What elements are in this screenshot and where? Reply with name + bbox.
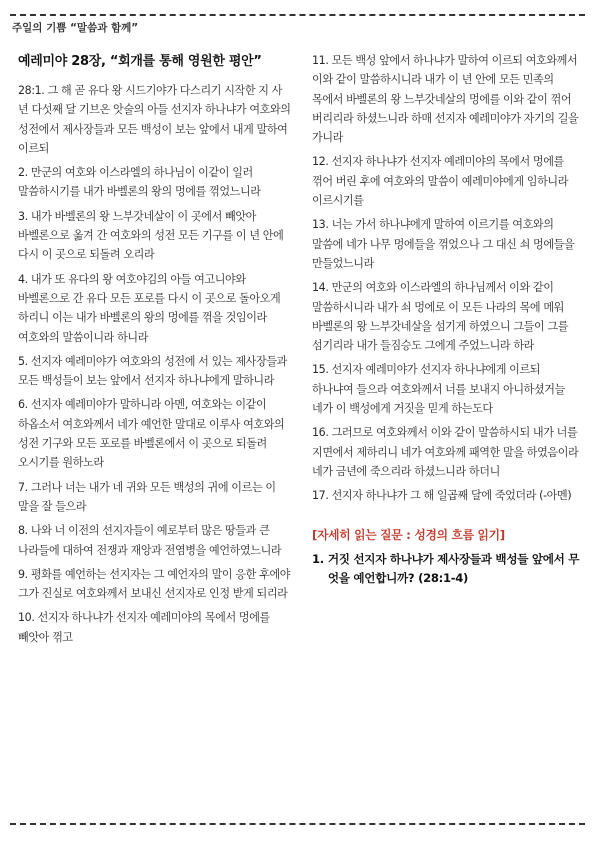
verse-17: 17. 선지자 하나냐가 그 해 일곱째 달에 죽었더라 (-아멘) (312, 489, 572, 503)
verse-12: 12. 선지자 하나냐가 선지자 예레미야의 목에서 멍에를 꺾어 버린 후에 여호와의 말씀이 예레미야에게 임하니라 이르시기를 (312, 155, 569, 208)
verse-15: 15. 선지자 예레미야가 선지자 하나냐에게 이르되 하나냐여 들으라 여호와께서 너를 보내지 아니하셨거늘 네가 이 백성에게 거짓을 믿게 하는도다 (312, 363, 565, 416)
top-dashed-rule (10, 14, 585, 16)
verse-5: 5. 선지자 예레미야가 여호와의 성전에 서 있는 제사장들과 모든 백성들이 보는 앞에서 선지자 하나냐에게 말하니라 (18, 354, 287, 388)
study-question (312, 550, 580, 588)
study-section-title: [자세히 읽는 질문 : 성경의 흐름 읽기] (312, 527, 505, 542)
verse-14: 14. 만군의 여호와 이스라엘의 하나님께서 이와 같이 말씀하시니라 내가 쇠 멍에로 이 모든 나라의 목에 메워 바벨론의 왕 느부갓네살을 섬기게 하였으니 그들이 그를 섬기리라 내가 들짐승도 그에게 주었느니라 하라 (312, 281, 569, 353)
verse-7: 7. 그러나 너는 내가 네 귀와 모든 백성의 귀에 이르는 이 말을 잘 들으라 (18, 480, 276, 513)
verse-3: 3. 내가 바벨론의 왕 느부갓네살이 이 곳에서 빼앗아 바벨론으로 옮겨 간 여호와의 성전 모든 기구를 이 년 안에 다시 이 곳으로 되돌려 오리라 (18, 209, 284, 262)
passage-title: 예레미야 28장, “회개를 통해 영원한 평안” (18, 54, 262, 69)
verse-16: 16. 그러므로 여호와께서 이와 같이 말씀하시되 내가 너를 지면에서 제하리니 네가 여호와께 패역한 말을 하였음이라 네가 금년에 죽으리라 하셨느니라 하더니 (312, 426, 579, 478)
question-number: 1. (312, 551, 324, 566)
verse-2: 2. 만군의 여호와 이스라엘의 하나님이 이같이 일러 말씀하시기를 내가 바벨론의 왕의 멍에를 꺾었느니라 (18, 166, 261, 199)
left-column (18, 50, 293, 652)
question-text: 거짓 선지자 하나냐가 제사장들과 백성들 앞에서 무엇을 예언합니까? (28:1-4) (327, 551, 580, 585)
verse-13: 13. 너는 가서 하나냐에게 말하여 이르기를 여호와의 말씀에 네가 나무 멍에들을 꺾었으나 그 대신 쇠 멍에들을 만들었느니라 (312, 218, 575, 270)
verse-4: 4. 내가 또 유다의 왕 여호야김의 아들 여고니야와 바벨론으로 간 유다 모든 포로를 다시 이 곳으로 돌아오게 하리니 이는 내가 바벨론의 왕의 멍에를 꺾을 것임이라 여호와의 말씀이니라 하니라 (18, 272, 281, 344)
verse-1: 28:1. 그 해 곧 유다 왕 시드기야가 다스리기 시작한 지 사 년 다섯째 달 기브온 앗술의 아들 선지자 하나냐가 여호와의 성전에서 제사장들과 모든 백성이 보는 앞에서 내게 말하여 이르되 (18, 84, 291, 155)
right-column (312, 51, 580, 588)
verse-10: 10. 선지자 하나냐가 선지자 예레미야의 목에서 멍에를 빼앗아 꺾고 (18, 611, 270, 644)
verse-11: 11. 모든 백성 앞에서 하나냐가 말하여 이르되 여호와께서 이와 같이 말씀하시니라 내가 이 년 안에 모든 민족의 목에서 바벨론의 왕 느부갓네살의 멍에를 이와 같이 꺾어 버리리라 하셨느니라 하매 선지자 예레미야가 자기의 길을 가니라 (312, 54, 579, 145)
verse-9: 9. 평화를 예언하는 선지자는 그 예언자의 말이 응한 후에야 그가 진실로 여호와께서 보내신 선지자로 인정 받게 되리라 (18, 567, 291, 601)
verse-6: 6. 선지자 예레미야가 말하니라 아멘, 여호와는 이같이 하옵소서 여호와께서 네가 예언한 말대로 이루사 여호와의 성전 기구와 모든 포로를 바벨론에서 이 곳으로 되돌려 오시기를 원하노라 (18, 398, 285, 470)
verse-8: 8. 나와 너 이전의 선지자들이 예로부터 많은 땅들과 큰 나라들에 대하여 전쟁과 재앙과 전염병을 예언하였느니라 (18, 524, 282, 557)
page-header: 주일의 기쁨 “말씀과 함께” (12, 22, 139, 34)
bottom-dashed-rule (10, 823, 585, 825)
